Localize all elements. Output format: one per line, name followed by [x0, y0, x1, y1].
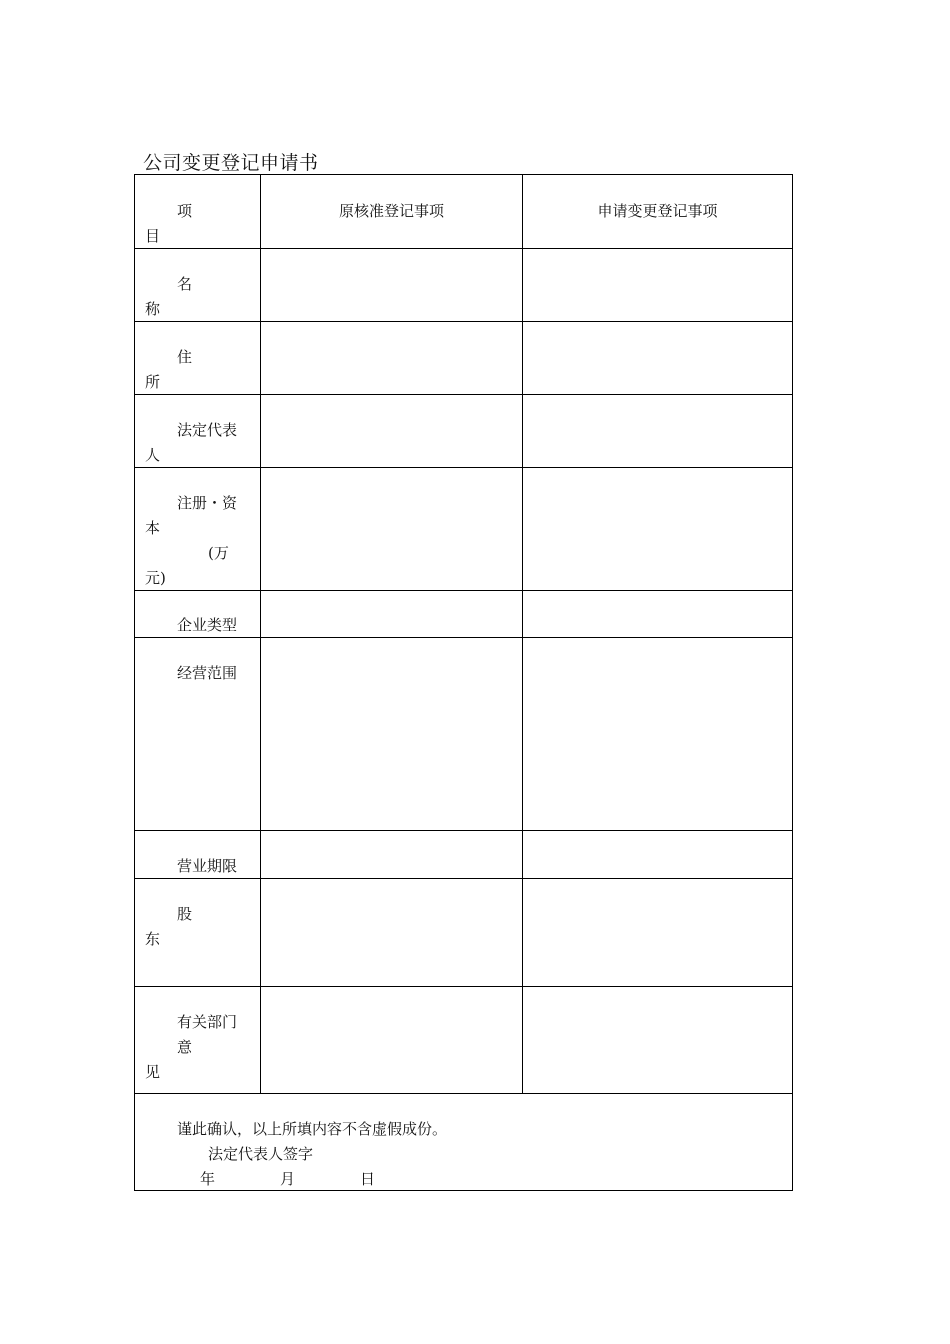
row-divider	[135, 1093, 792, 1094]
column-divider	[260, 175, 261, 1093]
row-label-dept-opinion-end: 见	[145, 1063, 161, 1081]
date-month-label: 月	[280, 1170, 296, 1188]
row-label-dept-opinion: 有关部门	[177, 1013, 238, 1031]
row-label-shareholders: 股	[177, 905, 193, 923]
row-divider	[135, 986, 792, 987]
row-label-address: 住	[177, 348, 193, 366]
row-divider	[135, 878, 792, 879]
row-label-enterprise-type: 企业类型	[177, 616, 238, 634]
row-label-name: 名	[177, 275, 193, 293]
date-year-label: 年	[200, 1170, 216, 1188]
date-day-label: 日	[360, 1170, 376, 1188]
row-label-business-term: 营业期限	[177, 857, 238, 875]
row-label-business-scope: 经营范围	[177, 664, 238, 682]
row-divider	[135, 637, 792, 638]
row-label-shareholders-cont: 东	[145, 930, 161, 948]
column-divider	[522, 175, 523, 1093]
row-divider	[135, 321, 792, 322]
header-original-items: 原核准登记事项	[338, 202, 444, 220]
row-divider	[135, 394, 792, 395]
application-form-table	[134, 174, 793, 1191]
row-label-capital-unit-cont: 元)	[145, 569, 166, 587]
row-divider	[135, 248, 792, 249]
row-label-legal-rep: 法定代表	[177, 421, 238, 439]
row-divider	[135, 830, 792, 831]
row-label-capital-unit: (万	[208, 544, 229, 562]
declaration-text: 谨此确认，以上所填内容不含虚假成份。	[177, 1120, 448, 1138]
row-divider	[135, 590, 792, 591]
signature-label: 法定代表人签字	[208, 1145, 314, 1163]
row-label-dept-opinion-cont: 意	[177, 1038, 193, 1056]
row-label-legal-rep-cont: 人	[145, 446, 161, 464]
row-divider	[135, 467, 792, 468]
page-title: 公司变更登记申请书	[143, 152, 319, 174]
row-label-capital: 注册・资	[177, 494, 238, 512]
row-label-name-cont: 称	[145, 300, 161, 318]
header-item-label: 项	[177, 202, 193, 220]
row-label-address-cont: 所	[145, 373, 161, 391]
row-label-capital-cont: 本	[145, 519, 161, 537]
header-item-label-cont: 目	[145, 227, 161, 245]
header-change-items: 申请变更登记事项	[597, 202, 718, 220]
